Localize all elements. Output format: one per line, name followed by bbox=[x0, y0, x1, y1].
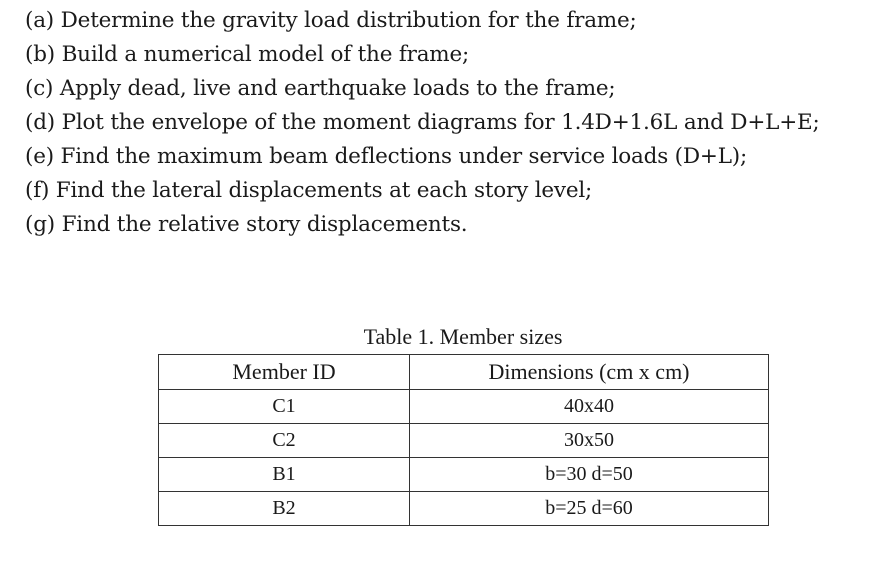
member-id-cell: B1 bbox=[159, 458, 410, 492]
task-item-a: (a) Determine the gravity load distribution for the frame; bbox=[25, 8, 637, 33]
header-member-id: Member ID bbox=[159, 355, 410, 390]
member-sizes-table bbox=[158, 354, 769, 526]
member-id-cell: C2 bbox=[159, 424, 410, 458]
member-id-cell: C1 bbox=[159, 390, 410, 424]
table-header-row bbox=[159, 355, 769, 390]
dimensions-cell: b=25 d=60 bbox=[410, 492, 769, 526]
task-item-c: (c) Apply dead, live and earthquake loads to the frame; bbox=[25, 76, 616, 101]
table-row bbox=[159, 458, 769, 492]
dimensions-cell: 30x50 bbox=[410, 424, 769, 458]
task-item-b: (b) Build a numerical model of the frame; bbox=[25, 42, 470, 67]
table-caption: Table 1. Member sizes bbox=[363, 324, 563, 349]
task-item-e: (e) Find the maximum beam deflections under service loads (D+L); bbox=[25, 144, 748, 169]
dimensions-cell: 40x40 bbox=[410, 390, 769, 424]
table-row bbox=[159, 390, 769, 424]
member-id-cell: B2 bbox=[159, 492, 410, 526]
table-row bbox=[159, 424, 769, 458]
task-item-f: (f) Find the lateral displacements at each story level; bbox=[25, 178, 593, 203]
task-item-d: (d) Plot the envelope of the moment diagrams for 1.4D+1.6L and D+L+E; bbox=[25, 110, 820, 135]
table-row bbox=[159, 492, 769, 526]
task-item-g: (g) Find the relative story displacements. bbox=[25, 212, 468, 237]
task-list bbox=[25, 4, 820, 242]
header-dimensions: Dimensions (cm x cm) bbox=[410, 355, 769, 390]
dimensions-cell: b=30 d=50 bbox=[410, 458, 769, 492]
